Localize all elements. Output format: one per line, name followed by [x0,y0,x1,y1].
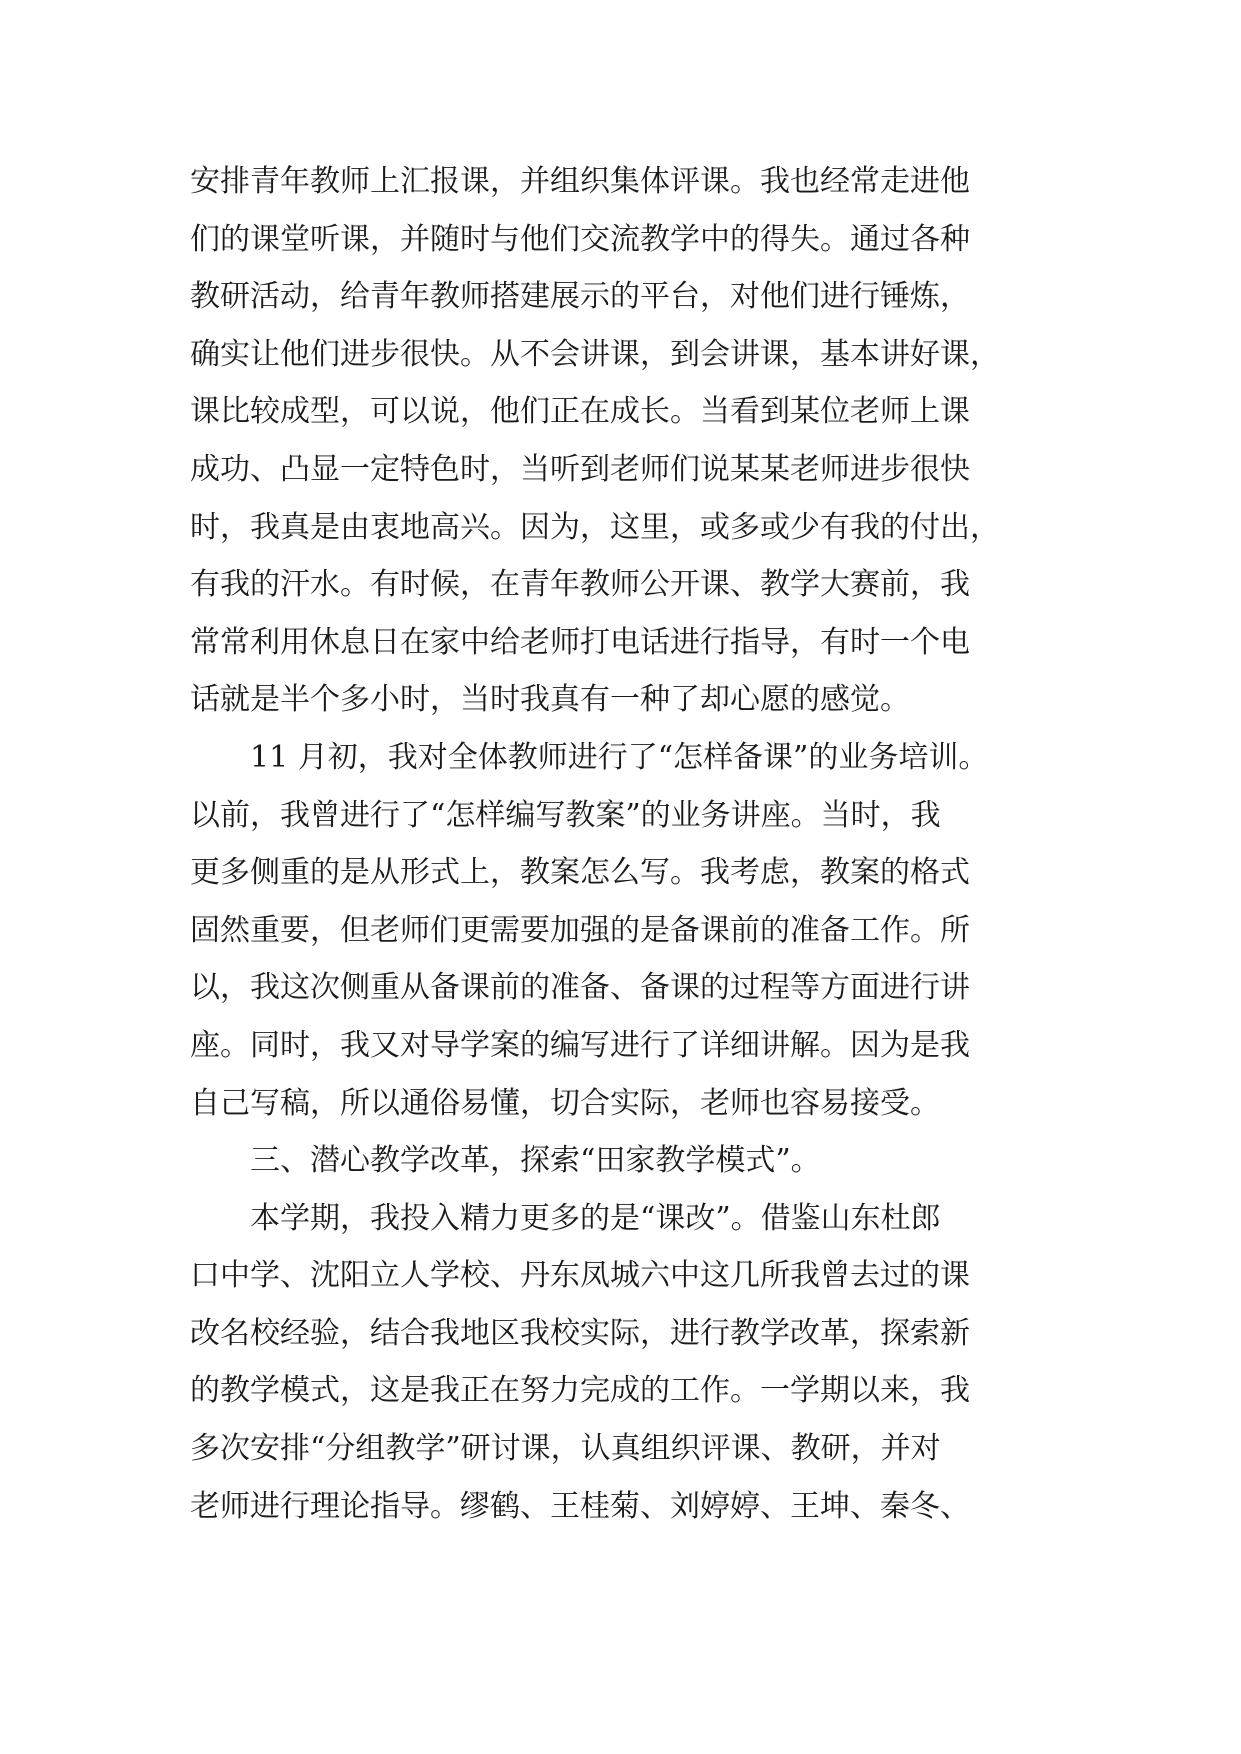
paragraph-first-line: 三、潜心教学改革，探索“田家教学模式”。 [250,1143,821,1179]
text-line: 教研活动，给青年教师搭建展示的平台，对他们进行锤炼， [190,279,970,315]
text-line: 以前，我曾进行了“怎样编写教案”的业务讲座。当时，我 [190,797,941,833]
text-line: 自己写稿，所以通俗易懂，切合实际，老师也容易接受。 [190,1085,940,1121]
document-body [190,153,1060,1535]
text-line: 固然重要，但老师们更需要加强的是备课前的准备工作。所 [190,912,970,948]
paragraph-first-line: 11 月初，我对全体教师进行了“怎样备课”的业务培训。 [250,739,989,775]
text-line: 成功、凸显一定特色时，当听到老师们说某某老师进步很快 [190,451,970,487]
text-line: 老师进行理论指导。缪鹤、王桂菊、刘婷婷、王坤、秦冬、 [190,1488,970,1524]
text-line: 常常利用休息日在家中给老师打电话进行指导，有时一个电 [190,624,970,660]
text-line: 们的课堂听课，并随时与他们交流教学中的得失。通过各种 [190,221,970,257]
text-line: 时，我真是由衷地高兴。因为，这里，或多或少有我的付出， [190,509,1000,545]
text-line: 改名校经验，结合我地区我校实际，进行教学改革，探索新 [190,1315,970,1351]
text-line: 以，我这次侧重从备课前的准备、备课的过程等方面进行讲 [190,970,970,1006]
text-line: 口中学、沈阳立人学校、丹东凤城六中这几所我曾去过的课 [190,1258,970,1294]
text-line: 更多侧重的是从形式上，教案怎么写。我考虑，教案的格式 [190,855,970,891]
text-line: 话就是半个多小时，当时我真有一种了却心愿的感觉。 [190,682,910,718]
text-line: 座。同时，我又对导学案的编写进行了详细讲解。因为是我 [190,1027,970,1063]
text-line: 确实让他们进步很快。从不会讲课，到会讲课，基本讲好课， [190,336,1000,372]
text-line: 的教学模式，这是我正在努力完成的工作。一学期以来，我 [190,1373,970,1409]
text-line: 有我的汗水。有时候，在青年教师公开课、教学大赛前，我 [190,567,970,603]
text-line: 课比较成型，可以说，他们正在成长。当看到某位老师上课 [190,394,970,430]
text-line: 多次安排“分组教学”研讨课，认真组织评课、教研，并对 [190,1431,941,1467]
paragraph-first-line: 本学期，我投入精力更多的是“课改”。借鉴山东杜郎 [250,1200,941,1236]
text-line: 安排青年教师上汇报课，并组织集体评课。我也经常走进他 [190,164,970,199]
